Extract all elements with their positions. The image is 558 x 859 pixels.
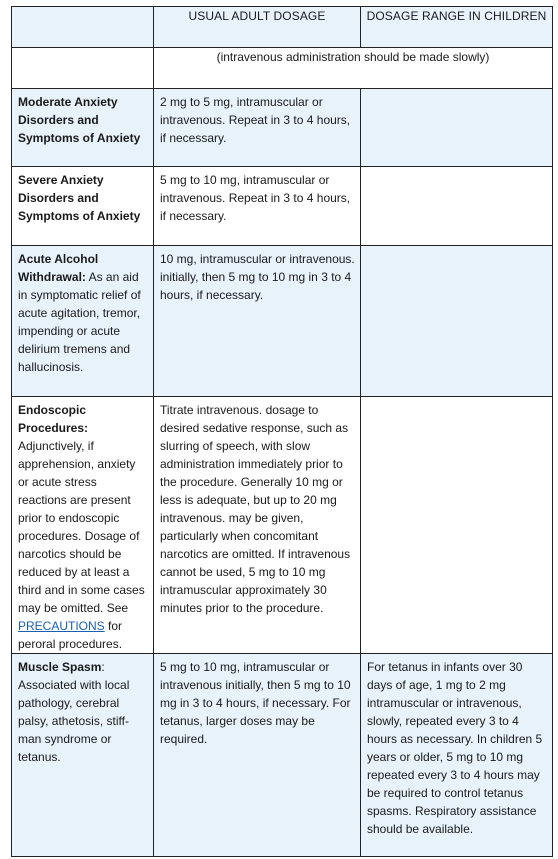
children-dosage-text xyxy=(361,167,552,171)
table-row xyxy=(12,246,553,397)
header-children-dosage: DOSAGE RANGE IN CHILDREN xyxy=(361,7,553,48)
indication-cell xyxy=(12,654,154,857)
table-row xyxy=(12,397,553,654)
adult-dosage-cell xyxy=(154,654,361,857)
children-dosage-cell xyxy=(361,654,553,857)
header-row xyxy=(12,7,553,48)
indication-label: Muscle Spasm xyxy=(18,660,102,674)
indication-description: As an aid in symptomatic relief of acute agitation, tremor, impending or acute delirium tremens and hallucinosis. xyxy=(18,270,141,374)
children-dosage-cell xyxy=(361,167,553,246)
adult-dosage-cell xyxy=(154,167,361,246)
children-dosage-cell xyxy=(361,89,553,167)
adult-dosage-text: Titrate intravenous. dosage to desired sedative response, such as slurring of speech, with slow administration immediately prior to the procedure. Generally 10 mg or less is adequate, but up to 20 mg intravenous. may be given, particularly when concomitant narcotics are omitted. If intravenous cannot be used, 5 mg to 10 mg intramuscular approximately 30 minutes prior to the procedure. xyxy=(160,403,351,615)
indication-label: Endoscopic Procedures: xyxy=(18,403,89,435)
indication-cell xyxy=(12,167,154,246)
note-row xyxy=(12,48,553,89)
header-indication xyxy=(12,7,154,48)
indication-description-after: for peroral procedures. xyxy=(18,619,123,651)
children-dosage-text: For tetanus in infants over 30 days of age, 1 mg to 2 mg intramuscular or intravenous, slowly, repeated every 3 to 4 hours as necessary. In children 5 years or older, 5 mg to 10 mg repeated every 3 to 4 hours may be required to control tetanus spasms. Respiratory assistance should be available. xyxy=(367,660,543,836)
adult-dosage-text: 10 mg, intramuscular or intravenous. initially, then 5 mg to 10 mg in 3 to 4 hours, if necessary. xyxy=(160,252,355,302)
adult-dosage-cell xyxy=(154,397,361,654)
precautions-link[interactable]: PRECAUTIONS xyxy=(18,619,105,633)
children-dosage-cell xyxy=(361,397,553,654)
indication-label: Moderate Anxiety Disorders and Symptoms of Anxiety xyxy=(18,95,141,145)
adult-dosage-text: 5 mg to 10 mg, intramuscular or intravenous. Repeat in 3 to 4 hours, if necessary. xyxy=(160,173,351,223)
children-dosage-cell xyxy=(361,246,553,397)
iv-administration-note: (intravenous administration should be made slowly) xyxy=(154,48,553,89)
adult-dosage-cell xyxy=(154,246,361,397)
indication-label: Acute Alcohol Withdrawal: xyxy=(18,252,99,284)
dosage-table xyxy=(11,6,553,857)
indication-description: : Associated with local pathology, cerebral palsy, athetosis, stiff-man syndrome or tetanus. xyxy=(18,660,130,764)
indication-cell xyxy=(12,397,154,654)
table-row xyxy=(12,89,553,167)
indication-cell xyxy=(12,89,154,167)
note-empty-cell xyxy=(12,48,154,89)
table-row xyxy=(12,167,553,246)
children-dosage-text xyxy=(361,89,552,93)
children-dosage-text xyxy=(361,246,552,250)
table-row xyxy=(12,654,553,857)
header-adult-dosage: USUAL ADULT DOSAGE xyxy=(154,7,361,48)
indication-cell xyxy=(12,246,154,397)
indication-label: Severe Anxiety Disorders and Symptoms of Anxiety xyxy=(18,173,141,223)
adult-dosage-text: 5 mg to 10 mg, intramuscular or intravenous initially, then 5 mg to 10 mg in 3 to 4 hours, if necessary. For tetanus, larger doses may be required. xyxy=(160,660,351,746)
children-dosage-text xyxy=(361,397,552,401)
adult-dosage-cell xyxy=(154,89,361,167)
indication-description: Adjunctively, if apprehension, anxiety or acute stress reactions are present prior to endoscopic procedures. Dosage of narcotics should be reduced by at least a third and in some cases may be omitted. See xyxy=(18,439,145,615)
adult-dosage-text: 2 mg to 5 mg, intramuscular or intravenous. Repeat in 3 to 4 hours, if necessary. xyxy=(160,95,351,145)
